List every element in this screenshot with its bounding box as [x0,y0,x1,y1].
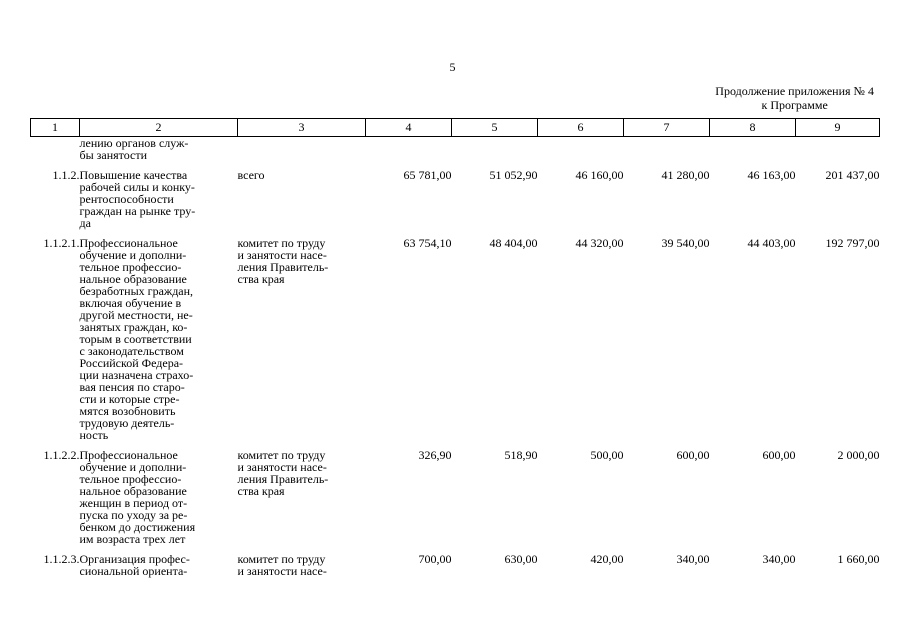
row-total: 201 437,00 [825,168,880,182]
row-name: Повышение качества рабочей силы и конку- рентоспособности граждан на рынке тру- да [79,168,196,230]
row-value: 340,00 [676,552,710,566]
program-table [30,118,880,577]
table-row [31,441,880,545]
row-code: 1.1.2. [52,168,80,182]
column-header: 4 [366,119,452,137]
continuation-row [31,137,880,162]
table-row [31,161,880,229]
continuation-text: лению органов служ- бы занятости [79,136,189,162]
table-row [31,229,880,441]
row-value: 39 540,00 [661,236,710,250]
row-code: 1.1.2.1. [43,236,80,250]
row-code: 1.1.2.2. [43,448,80,462]
row-value: 420,00 [590,552,624,566]
row-value: 326,90 [418,448,452,462]
row-executor: комитет по труду и занятости насе- [237,552,327,578]
column-header: 5 [452,119,538,137]
row-executor: комитет по труду и занятости насе- ления Правитель- ства края [237,236,329,286]
row-value: 44 403,00 [747,236,796,250]
column-header: 9 [796,119,880,137]
row-value: 48 404,00 [489,236,538,250]
row-value: 46 163,00 [747,168,796,182]
row-value: 630,00 [504,552,538,566]
row-value: 51 052,90 [489,168,538,182]
appendix-note-line: к Программе [761,98,828,112]
row-total: 2 000,00 [837,448,880,462]
appendix-note [715,84,874,112]
row-value: 600,00 [762,448,796,462]
row-value: 600,00 [676,448,710,462]
row-value: 44 320,00 [575,236,624,250]
row-executor: комитет по труду и занятости насе- ления Правитель- ства края [237,448,329,498]
column-header: 8 [710,119,796,137]
page-number: 5 [449,60,456,74]
appendix-note-line: Продолжение приложения № 4 [715,84,874,98]
row-value: 65 781,00 [403,168,452,182]
column-header: 7 [624,119,710,137]
table-header-row [31,119,880,137]
row-executor: всего [237,168,265,182]
row-value: 518,90 [504,448,538,462]
row-value: 340,00 [762,552,796,566]
row-value: 46 160,00 [575,168,624,182]
column-header: 1 [31,119,80,137]
row-value: 41 280,00 [661,168,710,182]
row-value: 700,00 [418,552,452,566]
row-name: Организация профес- сиональной ориента- [79,552,190,578]
row-total: 1 660,00 [837,552,880,566]
row-value: 63 754,10 [403,236,452,250]
column-header: 3 [238,119,366,137]
row-value: 500,00 [590,448,624,462]
column-header: 6 [538,119,624,137]
row-name: Профессиональное обучение и дополни- тельное профессио- нальное образование женщин в период от- пуска по уходу за ре- бенком до достижения им возраста трех лет [79,448,196,546]
table-row [31,545,880,577]
row-total: 192 797,00 [825,236,880,250]
row-code: 1.1.2.3. [43,552,80,566]
column-header: 2 [80,119,238,137]
row-name: Профессиональное обучение и дополни- тельное профессио- нальное образование безработных граждан, включая обучение в другой местности, не- занятых граждан, ко- торым в соответствии с законодательством Российской Федера- ции назначена страхо- вая пенсия по старо- сти и которые стре- мятся возобновить трудовую деятель- ность [79,236,194,442]
